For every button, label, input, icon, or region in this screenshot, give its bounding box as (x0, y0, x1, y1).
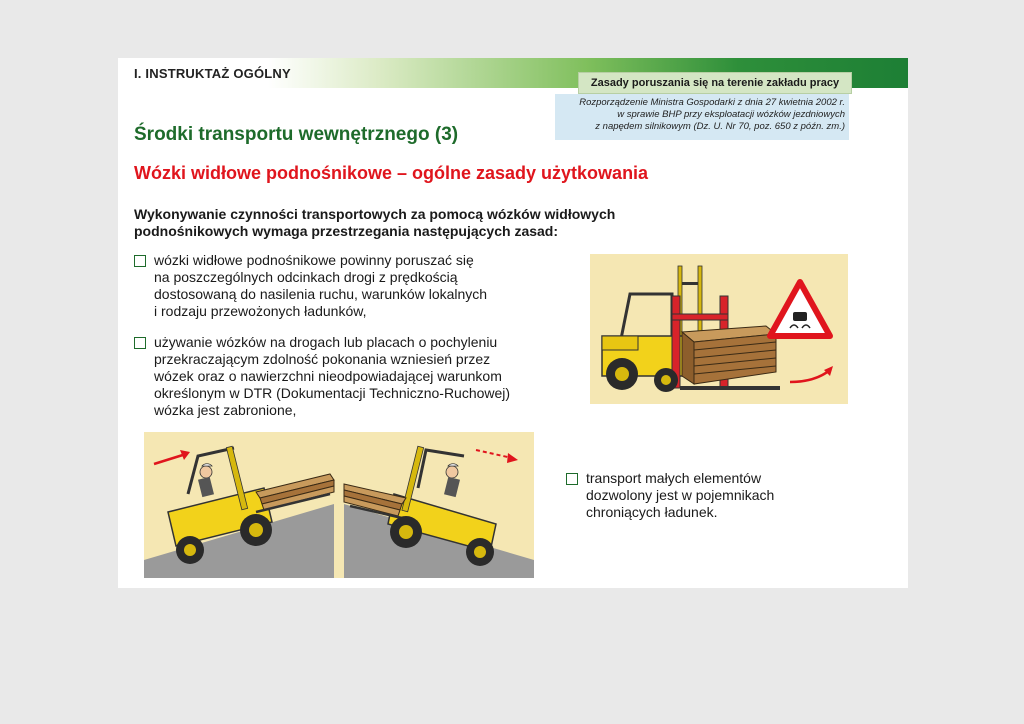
rule-item (134, 252, 554, 320)
intro-text: Wykonywanie czynności transportowych za pomocą wózków widłowych podnośnikowych wymaga przestrzegania następujących zasad: (134, 206, 616, 239)
forklift-slope-illustration (144, 432, 534, 578)
rule-item (566, 470, 806, 521)
page-subtitle: Wózki widłowe podnośnikowe – ogólne zasady użytkowania (134, 163, 649, 183)
section-label: I. INSTRUKTAŻ OGÓLNY (134, 66, 291, 81)
regulation-box (555, 94, 849, 140)
rule-text: wózki widłowe podnośnikowe powinny poruszać się na poszczególnych odcinkach drogi z prędkością dostosowaną do nasilenia ruchu, warunków lokalnych i rodzaju przewożonych ładunków, (154, 252, 488, 319)
checkbox-bullet-icon (134, 255, 146, 267)
rule-text: używanie wózków na drogach lub placach o pochyleniu przekraczającym zdolność pokonania wzniesień przez wózek oraz o nawierzchni nieodpowiadającej warunkom określonym w DTR (Dokumentacji Techniczno-Ruchowej) wózka jest zabronione, (154, 334, 511, 418)
checkbox-bullet-icon (134, 337, 146, 349)
slide (118, 58, 908, 588)
topic-label: Zasady poruszania się na terenie zakładu pracy (590, 77, 840, 89)
checkbox-bullet-icon (566, 473, 578, 485)
rule-text: transport małych elementów dozwolony jest w pojemnikach chroniących ładunek. (586, 470, 775, 520)
regulation-line: z napędem silnikowym (Dz. U. Nr 70, poz. 650 z późn. zm.) (595, 121, 845, 132)
rule-item (134, 334, 554, 419)
forklift-warning-illustration (590, 254, 848, 404)
regulation-line: w sprawie BHP przy eksploatacji wózków jezdniowych (617, 109, 845, 120)
page-title: Środki transportu wewnętrznego (3) (134, 124, 459, 145)
regulation-line: Rozporządzenie Ministra Gospodarki z dnia 27 kwietnia 2002 r. (579, 97, 845, 108)
topic-box (578, 72, 852, 94)
